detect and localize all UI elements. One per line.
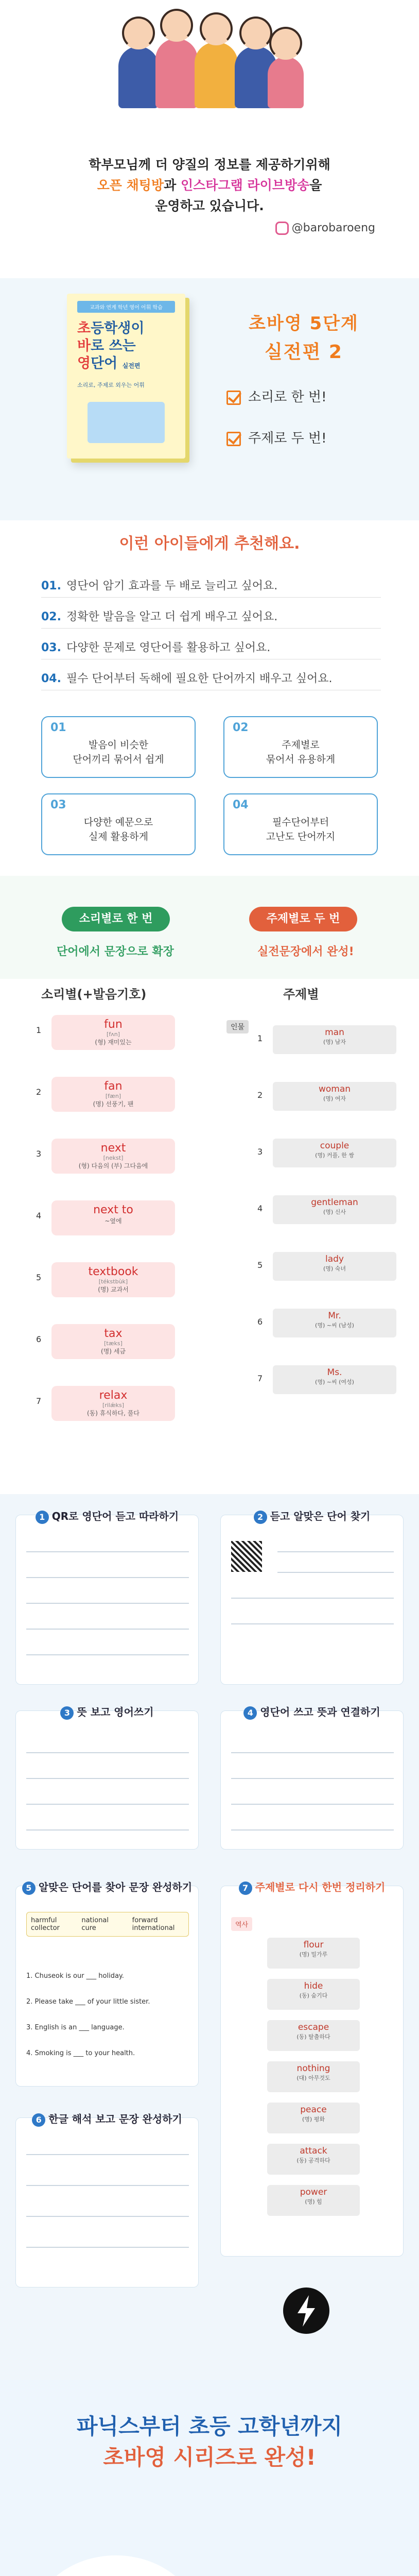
word-num: 7	[36, 1396, 42, 1406]
step-5-icon: 5	[22, 1882, 36, 1895]
sound-word-card	[51, 1200, 175, 1235]
meaning: (명) 여자	[323, 1095, 346, 1102]
sentence: 3. English is an ___ language.	[26, 2024, 125, 2031]
word: flour	[303, 1940, 324, 1950]
series-title-2: 실전편 2	[265, 342, 343, 363]
school-illustration	[88, 402, 165, 443]
step-7-icon: 7	[239, 1882, 252, 1895]
roadmap-row-1	[31, 2555, 391, 2576]
intro-text	[41, 155, 378, 216]
worksheet-translate-panel	[15, 2113, 199, 2287]
instagram-icon	[275, 222, 289, 235]
meaning: (동) 탈출하다	[296, 2033, 330, 2040]
word-bank-item: harmful	[31, 1917, 57, 1924]
worksheet-title: 듣고 알맞은 단어 찾기	[270, 1510, 371, 1522]
feature-line: 묶어서 유용하게	[266, 754, 336, 765]
review-word-card	[267, 2185, 360, 2216]
check-sound-text: 소리로 한 번!	[248, 389, 327, 405]
open-chat-label: 오픈 채팅방	[97, 178, 164, 193]
feature-box	[223, 793, 378, 855]
feature-line: 실제 활용하게	[88, 831, 149, 842]
word-num: 3	[257, 1147, 263, 1157]
word: man	[325, 1027, 344, 1038]
worksheet-title: 뜻 보고 영어쓰기	[77, 1706, 154, 1718]
meaning: (명) 교과서	[98, 1286, 129, 1293]
feature-box	[41, 793, 196, 855]
recommend-heading: 이런 아이들에게 추천해요.	[119, 535, 300, 553]
word: next to	[93, 1204, 133, 1216]
book-edition: 실전편	[122, 362, 141, 369]
book-title-rest-3: 단어	[91, 355, 118, 371]
phonetic: [fæn]	[105, 1093, 121, 1099]
sentence: 4. Smoking is ___ to your health.	[26, 2049, 135, 2057]
meaning: (명) 밀가루	[299, 1951, 328, 1958]
recommend-num: 04.	[41, 672, 61, 685]
word-bank-item: cure	[81, 1924, 96, 1932]
feature-num: 04	[233, 799, 249, 811]
meaning: (형) 다음의 (부) 그다음에	[78, 1162, 148, 1170]
review-word-card	[267, 2144, 360, 2175]
meaning: (명) 신사	[323, 1209, 346, 1215]
worksheet-listen-panel	[220, 1510, 404, 1685]
meaning: (명) 평화	[302, 2116, 325, 2123]
word: peace	[300, 2105, 327, 2115]
sound-word-card	[51, 1324, 175, 1359]
word-num: 7	[257, 1374, 263, 1383]
step-1-icon: 1	[36, 1511, 49, 1524]
check-item-sound	[226, 386, 327, 405]
practice-section	[0, 1865, 419, 2380]
tab-sound-sub: 단어에서 문장으로 확장	[57, 945, 174, 958]
meaning: (명) 세금	[101, 1348, 126, 1355]
word-bank-item: forward	[132, 1917, 158, 1924]
series-title-1: 초바영 5단계	[249, 313, 359, 334]
phonetic: [tæks]	[104, 1340, 123, 1347]
feature-num: 01	[50, 721, 66, 734]
worksheet-title: QR로 영단어 듣고 따라하기	[51, 1510, 179, 1522]
sentence: 1. Chuseok is our ___ holiday.	[26, 1972, 124, 1980]
word-num: 5	[36, 1273, 42, 1282]
feature-line: 주제별로	[282, 739, 320, 751]
word: Ms.	[327, 1367, 342, 1378]
topic-word-card	[273, 1309, 396, 1337]
instagram-live-label: 인스타그램 라이브방송	[180, 178, 310, 193]
word: relax	[99, 1389, 128, 1402]
word: next	[100, 1142, 126, 1155]
sound-word-card	[51, 1015, 175, 1050]
phonetic: [nekst]	[103, 1155, 124, 1161]
step-3-icon: 3	[60, 1706, 74, 1720]
recommend-item	[41, 639, 381, 659]
recommend-text: 필수 단어부터 독해에 필요한 단어까지 배우고 싶어요.	[66, 672, 333, 685]
book-subtitle: 소리로, 주제로 외우는 어휘	[77, 382, 145, 388]
intro-conj: 과	[164, 178, 181, 193]
instagram-handle-text: @barobaroeng	[291, 222, 375, 234]
word: Mr.	[328, 1311, 341, 1321]
word-bank	[26, 1912, 189, 1937]
book-section	[0, 278, 419, 520]
meaning: (명) 힘	[305, 2198, 322, 2205]
book-title-rest-1: 등학생이	[91, 320, 145, 336]
worksheet-title: 알맞은 단어를 찾아 문장 완성하기	[38, 1881, 193, 1893]
word: escape	[298, 2022, 329, 2032]
recommend-text: 정확한 발음을 알고 더 쉽게 배우고 싶어요.	[66, 611, 278, 623]
word-num: 4	[36, 1211, 42, 1221]
word: power	[300, 2187, 327, 2197]
step-4-icon: 4	[243, 1706, 257, 1720]
worksheet-title: 영단어 쓰고 뜻과 연결하기	[260, 1706, 380, 1718]
word-num: 2	[257, 1090, 263, 1100]
meaning: (명) 남자	[323, 1039, 346, 1045]
sentence: 2. Please take ___ of your little sister.	[26, 1998, 150, 2006]
word: lady	[325, 1254, 344, 1264]
sound-column-heading: 소리별(+발음기호)	[41, 987, 147, 1002]
feature-line: 발음이 비슷한	[88, 739, 149, 751]
students-illustration	[118, 10, 304, 108]
topic-word-card	[273, 1139, 396, 1167]
review-word-card	[267, 2061, 360, 2092]
word: couple	[320, 1141, 350, 1151]
topic-word-card	[273, 1365, 396, 1394]
meaning: (형) 재미있는	[95, 1039, 132, 1046]
roadmap-line-2: 초바영 시리즈로 완성!	[103, 2445, 316, 2470]
step-2-icon: 2	[254, 1511, 267, 1524]
meaning: (명) 커플, 한 쌍	[315, 1152, 354, 1159]
word-num: 2	[36, 1087, 42, 1097]
word-num: 1	[257, 1033, 263, 1043]
fill-sentences	[26, 1963, 189, 2066]
sound-word-card	[51, 1386, 175, 1421]
lightning-logo-icon	[283, 2287, 329, 2334]
feature-num: 02	[233, 721, 249, 734]
recommend-item	[41, 577, 381, 598]
worksheet-write-panel	[15, 1706, 199, 1850]
sound-word-card	[51, 1139, 175, 1174]
topic-word-card	[273, 1025, 396, 1054]
word: fan	[104, 1080, 123, 1093]
recommend-text: 영단어 암기 효과를 두 배로 늘리고 싶어요.	[66, 580, 278, 592]
meaning: (대) 아무것도	[296, 2075, 330, 2081]
topic-word-card	[273, 1252, 396, 1281]
feature-box	[223, 716, 378, 778]
sound-word-card	[51, 1077, 175, 1112]
word-bank-item: national	[81, 1917, 109, 1924]
word: hide	[304, 1981, 323, 1991]
worksheet-match-panel	[220, 1706, 404, 1850]
roadmap-line-1: 파닉스부터 초등 고학년까지	[76, 2414, 343, 2439]
book-title	[77, 320, 175, 375]
review-word-card	[267, 1979, 360, 2010]
check-topic-text: 주제로 두 번!	[248, 431, 327, 446]
word-num: 4	[257, 1204, 263, 1213]
step-6-icon: 6	[32, 2113, 45, 2127]
meaning: (명) 숙녀	[323, 1265, 346, 1272]
check-item-topic	[226, 428, 327, 447]
instagram-handle[interactable]	[275, 222, 375, 235]
meaning: (명) ~씨 (여성)	[315, 1379, 354, 1385]
feature-line: 단어끼리 묶어서 쉽게	[73, 754, 164, 765]
word: attack	[300, 2146, 327, 2156]
hero-section	[0, 0, 419, 278]
word-bank-item: collector	[31, 1924, 60, 1932]
meaning: (동) 휴식하다, 풀다	[87, 1410, 139, 1417]
review-word-card	[267, 1938, 360, 1969]
feature-line: 고난도 단어까지	[266, 831, 336, 842]
worksheet-section	[0, 1494, 419, 1865]
feature-line: 필수단어부터	[272, 817, 329, 828]
tab-topic: 주제별로 두 번	[249, 907, 357, 931]
feature-box	[41, 716, 196, 778]
word-bank-item: international	[132, 1924, 175, 1932]
phonetic: [tékstbùk]	[98, 1278, 128, 1285]
recommend-item	[41, 608, 381, 629]
word-num: 6	[257, 1317, 263, 1327]
recommend-num: 02.	[41, 611, 61, 623]
worksheet-review-panel	[220, 1881, 404, 2257]
intro-line-1: 학부모님께 더 양질의 정보를 제공하기위해	[89, 157, 330, 172]
word-compare-section	[0, 979, 419, 1494]
word-num: 1	[36, 1025, 42, 1035]
meaning: ~옆에	[104, 1217, 122, 1225]
recommend-item	[41, 670, 381, 690]
word: textbook	[88, 1265, 138, 1278]
sound-word-card	[51, 1262, 175, 1297]
book-cover	[67, 294, 185, 459]
feature-num: 03	[50, 799, 66, 811]
features-section	[0, 706, 419, 876]
series-title	[226, 309, 381, 364]
book-title-initial-1: 초	[77, 320, 91, 336]
worksheet-title: 한글 해석 보고 문장 완성하기	[48, 2113, 182, 2125]
word: gentleman	[311, 1197, 358, 1208]
book-title-initial-3: 영	[77, 355, 91, 371]
intro-particle: 을	[309, 178, 322, 193]
recommend-num: 03.	[41, 641, 61, 654]
roadmap-heading	[0, 2411, 419, 2473]
book-title-rest-2: 로 쓰는	[91, 338, 136, 354]
tab-sound: 소리별로 한 번	[62, 907, 170, 931]
word: nothing	[296, 2063, 330, 2074]
review-word-card	[267, 2103, 360, 2133]
word: fun	[104, 1018, 123, 1031]
feature-line: 다양한 예문으로	[83, 817, 153, 828]
phonetic: [fʌn]	[107, 1031, 120, 1038]
intro-line-3: 운영하고 있습니다.	[155, 198, 264, 213]
method-tabs	[0, 876, 419, 979]
meaning: (명) ~씨 (남성)	[315, 1322, 354, 1329]
phonetic: [rilǽks]	[102, 1402, 125, 1409]
worksheet-qr-panel	[15, 1510, 199, 1685]
topic-tag: 인물	[226, 1020, 249, 1033]
review-tag: 역사	[231, 1917, 252, 1931]
word-num: 5	[257, 1260, 263, 1270]
recommend-num: 01.	[41, 580, 61, 592]
worksheet-fill-panel	[15, 1881, 199, 2087]
topic-word-card	[273, 1195, 396, 1224]
worksheet-title: 주제별로 다시 한번 정리하기	[255, 1881, 386, 1893]
meaning: (동) 숨기다	[299, 1992, 328, 1999]
meaning: (명) 선풍기, 팬	[93, 1100, 134, 1108]
review-word-card	[267, 2020, 360, 2051]
word-num: 3	[36, 1149, 42, 1159]
series-roadmap-section	[0, 2380, 419, 2576]
topic-word-card	[273, 1082, 396, 1111]
book-tag: 교과와 연계 학년 영어 어휘 학습	[77, 301, 175, 313]
topic-column-heading: 주제별	[283, 987, 319, 1002]
word: woman	[318, 1084, 351, 1094]
recommend-text: 다양한 문제로 영단어를 활용하고 싶어요.	[66, 641, 271, 654]
word: tax	[104, 1327, 123, 1340]
qr-code-icon	[231, 1541, 262, 1572]
meaning: (동) 공격하다	[296, 2157, 330, 2164]
recommend-section	[0, 520, 419, 706]
book-title-initial-2: 바	[77, 338, 91, 354]
tab-topic-sub: 실전문장에서 완성!	[257, 945, 354, 958]
checkbox-icon	[226, 391, 241, 405]
word-num: 6	[36, 1334, 42, 1344]
checkbox-icon	[226, 432, 241, 446]
